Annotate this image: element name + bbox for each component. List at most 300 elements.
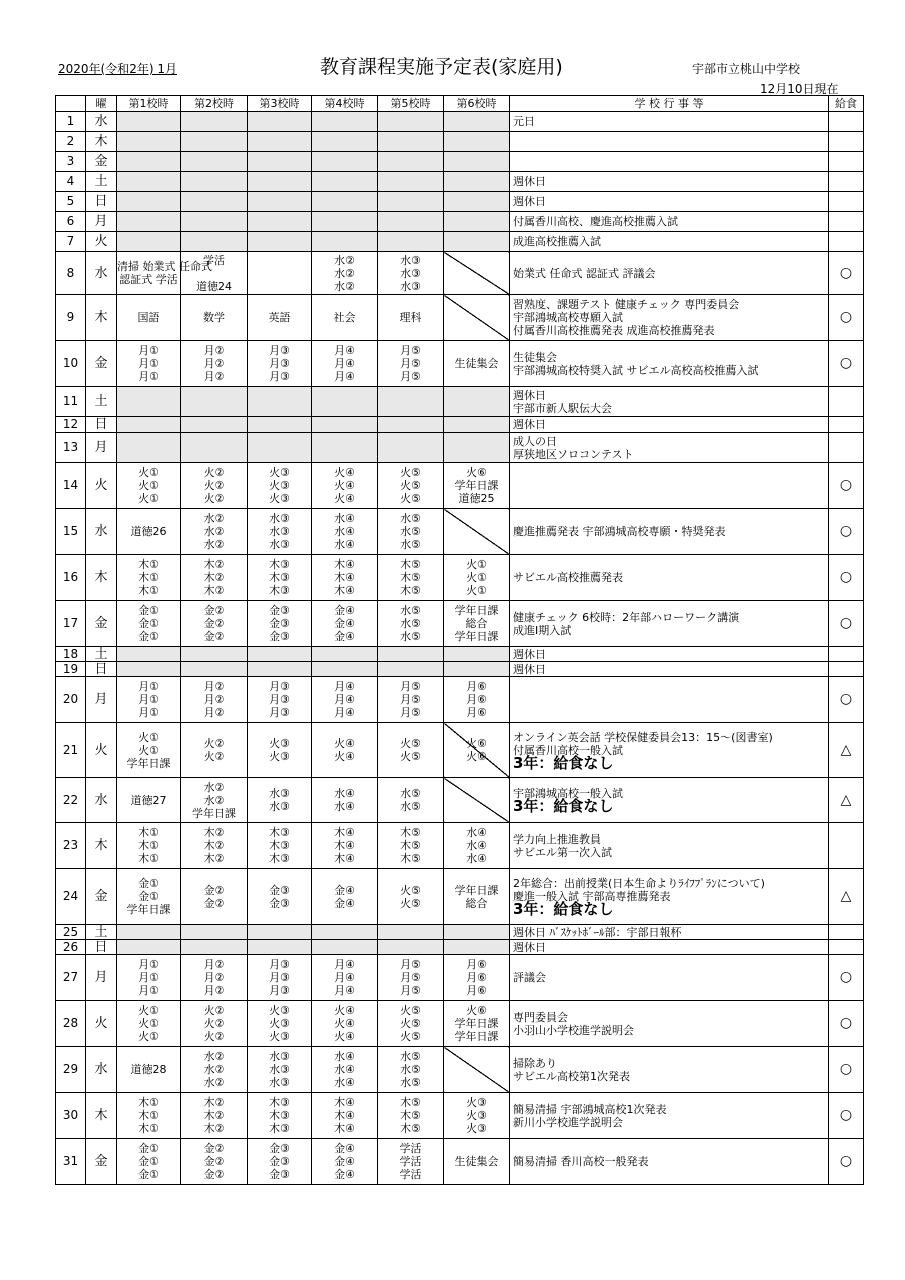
period-2: 月② 月② 月② bbox=[181, 677, 248, 723]
period-4: 月④ 月④ 月④ bbox=[312, 677, 378, 723]
lunch-mark bbox=[829, 387, 864, 417]
day-row bbox=[56, 252, 864, 295]
day-number: 19 bbox=[56, 662, 86, 677]
period-3: 月③ 月③ 月③ bbox=[248, 341, 312, 387]
day-number: 16 bbox=[56, 555, 86, 601]
period-6 bbox=[444, 662, 510, 677]
lunch-mark bbox=[829, 417, 864, 433]
period-1: 道徳28 bbox=[117, 1047, 181, 1093]
period-5: 火⑤ 火⑤ bbox=[378, 869, 444, 925]
day-number: 1 bbox=[56, 112, 86, 132]
period-4: 木④ 木④ 木④ bbox=[312, 823, 378, 869]
weekday: 木 bbox=[86, 555, 117, 601]
period-2: 学活 道徳24 bbox=[181, 252, 248, 295]
period-3 bbox=[248, 662, 312, 677]
weekday: 日 bbox=[86, 662, 117, 677]
col-weekday: 曜 bbox=[86, 96, 117, 112]
event-text: 健康チェック 6校時：2年部ハローワーク講演 成進Ⅰ期入試 bbox=[513, 610, 740, 637]
day-row bbox=[56, 172, 864, 192]
period-5 bbox=[378, 132, 444, 152]
day-row bbox=[56, 232, 864, 252]
event-cell bbox=[510, 341, 829, 387]
period-5: 理科 bbox=[378, 295, 444, 341]
period-2 bbox=[181, 662, 248, 677]
day-row bbox=[56, 677, 864, 723]
event-text: 成人の日 厚狭地区ソロコンテスト bbox=[513, 434, 634, 461]
period-5 bbox=[378, 232, 444, 252]
period-2 bbox=[181, 132, 248, 152]
event-cell bbox=[510, 925, 829, 940]
event-text: 週休日 ﾊﾞｽｹｯﾄﾎﾞｰﾙ部：宇部日報杯 bbox=[513, 925, 682, 939]
weekday: 火 bbox=[86, 232, 117, 252]
event-cell bbox=[510, 1139, 829, 1185]
period-3: 木③ 木③ 木③ bbox=[248, 823, 312, 869]
day-row bbox=[56, 341, 864, 387]
lunch-mark: ○ bbox=[829, 555, 864, 601]
day-row bbox=[56, 152, 864, 172]
event-text: 習熟度、課題テスト 健康チェック 専門委員会 宇部鴻城高校専願入試 付属香川高校推薦発表 成進高校推薦発表 bbox=[513, 298, 740, 337]
period-4: 木④ 木④ 木④ bbox=[312, 1093, 378, 1139]
period-6 bbox=[444, 252, 510, 295]
period-3: 金③ 金③ 金③ bbox=[248, 601, 312, 647]
no-lunch-note: 3年：給食なし bbox=[513, 753, 614, 772]
day-row bbox=[56, 1047, 864, 1093]
day-number: 8 bbox=[56, 252, 86, 295]
period-5 bbox=[378, 662, 444, 677]
period-5 bbox=[378, 433, 444, 463]
period-1 bbox=[117, 152, 181, 172]
lunch-mark: ○ bbox=[829, 295, 864, 341]
period-6: 生徒集会 bbox=[444, 341, 510, 387]
period-1 bbox=[117, 192, 181, 212]
lunch-mark: △ bbox=[829, 723, 864, 778]
period-4 bbox=[312, 662, 378, 677]
period-4: 火④ 火④ bbox=[312, 723, 378, 778]
period-4: 木④ 木④ 木④ bbox=[312, 555, 378, 601]
period-4: 水④ 水④ 水④ bbox=[312, 509, 378, 555]
period-2: 火② 火② bbox=[181, 723, 248, 778]
period-1 bbox=[117, 925, 181, 940]
period-3 bbox=[248, 192, 312, 212]
period-4 bbox=[312, 417, 378, 433]
day-row bbox=[56, 778, 864, 823]
event-cell bbox=[510, 387, 829, 417]
period-6: 火① 火① 火① bbox=[444, 555, 510, 601]
lunch-mark bbox=[829, 192, 864, 212]
period-2 bbox=[181, 387, 248, 417]
event-text: 週休日 bbox=[513, 662, 546, 676]
event-cell bbox=[510, 869, 829, 925]
weekday: 木 bbox=[86, 295, 117, 341]
period-3 bbox=[248, 647, 312, 662]
event-text: 付属香川高校、慶進高校推薦入試 bbox=[513, 215, 678, 228]
period-5: 月⑤ 月⑤ 月⑤ bbox=[378, 677, 444, 723]
weekday: 火 bbox=[86, 463, 117, 509]
period-2 bbox=[181, 940, 248, 955]
period-5: 木⑤ 木⑤ 木⑤ bbox=[378, 555, 444, 601]
day-number: 4 bbox=[56, 172, 86, 192]
period-6: 生徒集会 bbox=[444, 1139, 510, 1185]
period-3 bbox=[248, 925, 312, 940]
no-lunch-note: 3年：給食なし bbox=[513, 797, 614, 815]
weekday: 土 bbox=[86, 387, 117, 417]
period-5 bbox=[378, 152, 444, 172]
period-1: 木① 木① 木① bbox=[117, 555, 181, 601]
day-number: 5 bbox=[56, 192, 86, 212]
day-row bbox=[56, 433, 864, 463]
period-6 bbox=[444, 433, 510, 463]
period-4: 金④ 金④ 金④ bbox=[312, 601, 378, 647]
lunch-mark bbox=[829, 112, 864, 132]
weekday: 金 bbox=[86, 1139, 117, 1185]
period-2 bbox=[181, 112, 248, 132]
day-row bbox=[56, 601, 864, 647]
day-number: 22 bbox=[56, 778, 86, 823]
event-text: 簡易清掃 香川高校一般発表 bbox=[513, 1155, 649, 1168]
period-2: 水② 水② 学年日課 bbox=[181, 778, 248, 823]
period-1: 国語 bbox=[117, 295, 181, 341]
event-cell bbox=[510, 955, 829, 1001]
period-6 bbox=[444, 647, 510, 662]
weekday: 日 bbox=[86, 192, 117, 212]
event-cell bbox=[510, 112, 829, 132]
period-4 bbox=[312, 232, 378, 252]
weekday: 水 bbox=[86, 509, 117, 555]
as-of-date: 12月10日現在 bbox=[760, 82, 839, 96]
period-3: 月③ 月③ 月③ bbox=[248, 677, 312, 723]
period-5 bbox=[378, 192, 444, 212]
lunch-mark: ○ bbox=[829, 509, 864, 555]
period-4 bbox=[312, 647, 378, 662]
period-2: 金② 金② bbox=[181, 869, 248, 925]
weekday: 木 bbox=[86, 1093, 117, 1139]
period-6: 学年日課 総合 bbox=[444, 869, 510, 925]
period-1 bbox=[117, 132, 181, 152]
period-6: 月⑥ 月⑥ 月⑥ bbox=[444, 955, 510, 1001]
period-4 bbox=[312, 433, 378, 463]
day-number: 6 bbox=[56, 212, 86, 232]
weekday: 水 bbox=[86, 112, 117, 132]
period-4: 水② 水② 水② bbox=[312, 252, 378, 295]
weekday: 火 bbox=[86, 1001, 117, 1047]
day-row bbox=[56, 925, 864, 940]
event-cell bbox=[510, 778, 829, 823]
period-4: 火④ 火④ 火④ bbox=[312, 463, 378, 509]
period-1: 金① 金① 金① bbox=[117, 601, 181, 647]
period-2 bbox=[181, 232, 248, 252]
period-5: 火⑤ 火⑤ bbox=[378, 723, 444, 778]
day-number: 13 bbox=[56, 433, 86, 463]
day-row bbox=[56, 869, 864, 925]
day-number: 24 bbox=[56, 869, 86, 925]
period-6 bbox=[444, 295, 510, 341]
period-1 bbox=[117, 647, 181, 662]
event-cell bbox=[510, 212, 829, 232]
day-row bbox=[56, 647, 864, 662]
period-5: 木⑤ 木⑤ 木⑤ bbox=[378, 1093, 444, 1139]
period-6 bbox=[444, 112, 510, 132]
day-number: 20 bbox=[56, 677, 86, 723]
period-6: 火③ 火③ 火③ bbox=[444, 1093, 510, 1139]
lunch-mark: △ bbox=[829, 869, 864, 925]
period-2 bbox=[181, 152, 248, 172]
weekday: 金 bbox=[86, 152, 117, 172]
period-1: 木① 木① 木① bbox=[117, 823, 181, 869]
period-2: 木② 木② 木② bbox=[181, 823, 248, 869]
period-3 bbox=[248, 112, 312, 132]
weekday: 金 bbox=[86, 869, 117, 925]
period-6: 火⑥ 学年日課 学年日課 bbox=[444, 1001, 510, 1047]
event-cell bbox=[510, 132, 829, 152]
lunch-mark: ○ bbox=[829, 601, 864, 647]
period-1 bbox=[117, 940, 181, 955]
day-number: 21 bbox=[56, 723, 86, 778]
period-3: 英語 bbox=[248, 295, 312, 341]
event-text: オンライン英会話 学校保健委員会13：15～(図書室) 付属香川高校一般入試 bbox=[513, 730, 773, 757]
period-3 bbox=[248, 212, 312, 232]
period-6: 火⑥ 学年日課 道徳25 bbox=[444, 463, 510, 509]
period-4: 金④ 金④ 金④ bbox=[312, 1139, 378, 1185]
period-1: 火① 火① 火① bbox=[117, 463, 181, 509]
lunch-mark: ○ bbox=[829, 677, 864, 723]
period-6 bbox=[444, 509, 510, 555]
period-2: 金② 金② 金② bbox=[181, 1139, 248, 1185]
header-row bbox=[56, 96, 864, 112]
period-6 bbox=[444, 1047, 510, 1093]
period-4 bbox=[312, 112, 378, 132]
day-row bbox=[56, 417, 864, 433]
period-3 bbox=[248, 433, 312, 463]
period-6 bbox=[444, 925, 510, 940]
period-4 bbox=[312, 387, 378, 417]
weekday: 土 bbox=[86, 925, 117, 940]
weekday: 水 bbox=[86, 778, 117, 823]
period-5 bbox=[378, 925, 444, 940]
period-1: 月① 月① 月① bbox=[117, 341, 181, 387]
event-cell bbox=[510, 1093, 829, 1139]
period-5 bbox=[378, 417, 444, 433]
period-5 bbox=[378, 647, 444, 662]
lunch-mark bbox=[829, 212, 864, 232]
col-period-4: 第4校時 bbox=[312, 96, 378, 112]
event-text: 専門委員会 小羽山小学校進学説明会 bbox=[513, 1010, 634, 1037]
period-1 bbox=[117, 112, 181, 132]
period-1: 火① 火① 学年日課 bbox=[117, 723, 181, 778]
day-number: 29 bbox=[56, 1047, 86, 1093]
period-4 bbox=[312, 132, 378, 152]
period-5: 火⑤ 火⑤ 火⑤ bbox=[378, 1001, 444, 1047]
day-row bbox=[56, 212, 864, 232]
period-1: 金① 金① 学年日課 bbox=[117, 869, 181, 925]
period-5 bbox=[378, 212, 444, 232]
event-text: 学力向上推進教員 サビエル第一次入試 bbox=[513, 832, 612, 859]
event-text: 宇部鴻城高校一般入試 bbox=[513, 787, 623, 800]
period-6 bbox=[444, 387, 510, 417]
period-6 bbox=[444, 192, 510, 212]
period-6: 火⑥ 火⑥ bbox=[444, 723, 510, 778]
day-row bbox=[56, 1093, 864, 1139]
period-5: 水⑤ 水⑤ bbox=[378, 778, 444, 823]
day-number: 28 bbox=[56, 1001, 86, 1047]
period-4: 金④ 金④ bbox=[312, 869, 378, 925]
event-text: 週休日 bbox=[513, 940, 546, 954]
period-6: 学年日課 総合 学年日課 bbox=[444, 601, 510, 647]
event-cell bbox=[510, 172, 829, 192]
period-5: 月⑤ 月⑤ 月⑤ bbox=[378, 341, 444, 387]
period-2: 月② 月② 月② bbox=[181, 341, 248, 387]
period-2 bbox=[181, 647, 248, 662]
period-1: 火① 火① 火① bbox=[117, 1001, 181, 1047]
day-number: 14 bbox=[56, 463, 86, 509]
event-text: 週休日 宇部市新人駅伝大会 bbox=[513, 388, 612, 415]
period-4: 月④ 月④ 月④ bbox=[312, 955, 378, 1001]
lunch-mark bbox=[829, 940, 864, 955]
school-name: 宇部市立桃山中学校 bbox=[692, 62, 801, 76]
lunch-mark: ○ bbox=[829, 955, 864, 1001]
event-cell bbox=[510, 232, 829, 252]
day-row bbox=[56, 1001, 864, 1047]
day-number: 15 bbox=[56, 509, 86, 555]
event-text: 週休日 bbox=[513, 195, 546, 208]
period-1: 金① 金① 金① bbox=[117, 1139, 181, 1185]
period-1: 道徳27 bbox=[117, 778, 181, 823]
period-4 bbox=[312, 172, 378, 192]
period-2 bbox=[181, 172, 248, 192]
period-3 bbox=[248, 387, 312, 417]
period-4: 火④ 火④ 火④ bbox=[312, 1001, 378, 1047]
period-5: 木⑤ 木⑤ 木⑤ bbox=[378, 823, 444, 869]
weekday: 日 bbox=[86, 940, 117, 955]
period-4: 水④ 水④ bbox=[312, 778, 378, 823]
day-number: 9 bbox=[56, 295, 86, 341]
period-3 bbox=[248, 132, 312, 152]
event-cell bbox=[510, 433, 829, 463]
period-2 bbox=[181, 433, 248, 463]
event-cell bbox=[510, 417, 829, 433]
event-text: 簡易清掃 宇部鴻城高校1次発表 新川小学校進学説明会 bbox=[513, 1102, 667, 1129]
event-text: 週休日 bbox=[513, 175, 546, 188]
event-cell bbox=[510, 662, 829, 677]
event-cell bbox=[510, 1001, 829, 1047]
period-2: 金② 金② 金② bbox=[181, 601, 248, 647]
period-3 bbox=[248, 252, 312, 295]
page-title: 教育課程実施予定表(家庭用) bbox=[320, 56, 563, 78]
period-1 bbox=[117, 172, 181, 192]
event-cell bbox=[510, 555, 829, 601]
day-number: 2 bbox=[56, 132, 86, 152]
period-5: 学活 学活 学活 bbox=[378, 1139, 444, 1185]
col-events: 学 校 行 事 等 bbox=[510, 96, 829, 112]
period-1 bbox=[117, 387, 181, 417]
col-period-5: 第5校時 bbox=[378, 96, 444, 112]
period-3: 火③ 火③ 火③ bbox=[248, 1001, 312, 1047]
event-text: 週休日 bbox=[513, 418, 546, 431]
day-row bbox=[56, 662, 864, 677]
day-number: 25 bbox=[56, 925, 86, 940]
period-2: 木② 木② 木② bbox=[181, 555, 248, 601]
event-cell bbox=[510, 647, 829, 662]
period-4 bbox=[312, 925, 378, 940]
weekday: 水 bbox=[86, 1047, 117, 1093]
col-period-1: 第1校時 bbox=[117, 96, 181, 112]
weekday: 月 bbox=[86, 212, 117, 232]
col-period-6: 第6校時 bbox=[444, 96, 510, 112]
period-4: 社会 bbox=[312, 295, 378, 341]
period-5 bbox=[378, 940, 444, 955]
weekday: 日 bbox=[86, 417, 117, 433]
period-3 bbox=[248, 940, 312, 955]
period-1 bbox=[117, 433, 181, 463]
period-5: 火⑤ 火⑤ 火⑤ bbox=[378, 463, 444, 509]
weekday: 金 bbox=[86, 341, 117, 387]
period-6 bbox=[444, 212, 510, 232]
period-5 bbox=[378, 112, 444, 132]
period-2: 火② 火② 火② bbox=[181, 1001, 248, 1047]
period-1: 木① 木① 木① bbox=[117, 1093, 181, 1139]
lunch-mark bbox=[829, 662, 864, 677]
event-cell bbox=[510, 723, 829, 778]
day-number: 17 bbox=[56, 601, 86, 647]
event-text: 慶進推薦発表 宇部鴻城高校専願・特奨発表 bbox=[513, 525, 726, 538]
day-number: 11 bbox=[56, 387, 86, 417]
period-3 bbox=[248, 232, 312, 252]
day-number: 3 bbox=[56, 152, 86, 172]
event-cell bbox=[510, 509, 829, 555]
period-3: 水③ 水③ 水③ bbox=[248, 509, 312, 555]
period-3 bbox=[248, 172, 312, 192]
day-number: 26 bbox=[56, 940, 86, 955]
period-6: 月⑥ 月⑥ 月⑥ bbox=[444, 677, 510, 723]
lunch-mark: ○ bbox=[829, 463, 864, 509]
month-label: 2020年(令和2年) 1月 bbox=[58, 62, 177, 76]
weekday: 金 bbox=[86, 601, 117, 647]
period-5: 水③ 水③ 水③ bbox=[378, 252, 444, 295]
period-4 bbox=[312, 212, 378, 232]
weekday: 木 bbox=[86, 823, 117, 869]
event-cell bbox=[510, 252, 829, 295]
period-2: 数学 bbox=[181, 295, 248, 341]
lunch-mark: ○ bbox=[829, 1047, 864, 1093]
period-4 bbox=[312, 192, 378, 212]
lunch-mark: ○ bbox=[829, 1139, 864, 1185]
weekday: 水 bbox=[86, 252, 117, 295]
lunch-mark: ○ bbox=[829, 1093, 864, 1139]
event-cell bbox=[510, 192, 829, 212]
day-row bbox=[56, 509, 864, 555]
period-3: 水③ 水③ bbox=[248, 778, 312, 823]
period-3: 水③ 水③ 水③ bbox=[248, 1047, 312, 1093]
period-2 bbox=[181, 925, 248, 940]
period-2: 木② 木② 木② bbox=[181, 1093, 248, 1139]
lunch-mark: ○ bbox=[829, 341, 864, 387]
period-1: 清掃 始業式 任命式 認証式 学活 bbox=[117, 252, 181, 295]
lunch-mark bbox=[829, 433, 864, 463]
period-2: 月② 月② 月② bbox=[181, 955, 248, 1001]
event-text: 評議会 bbox=[513, 971, 546, 984]
event-text: 始業式 任命式 認証式 評議会 bbox=[513, 266, 656, 280]
day-row bbox=[56, 1139, 864, 1185]
col-lunch: 給食 bbox=[829, 96, 864, 112]
day-number: 10 bbox=[56, 341, 86, 387]
day-row bbox=[56, 823, 864, 869]
period-6 bbox=[444, 232, 510, 252]
period-5 bbox=[378, 172, 444, 192]
day-number: 23 bbox=[56, 823, 86, 869]
day-number: 12 bbox=[56, 417, 86, 433]
day-number: 31 bbox=[56, 1139, 86, 1185]
period-1: 月① 月① 月① bbox=[117, 677, 181, 723]
weekday: 土 bbox=[86, 172, 117, 192]
